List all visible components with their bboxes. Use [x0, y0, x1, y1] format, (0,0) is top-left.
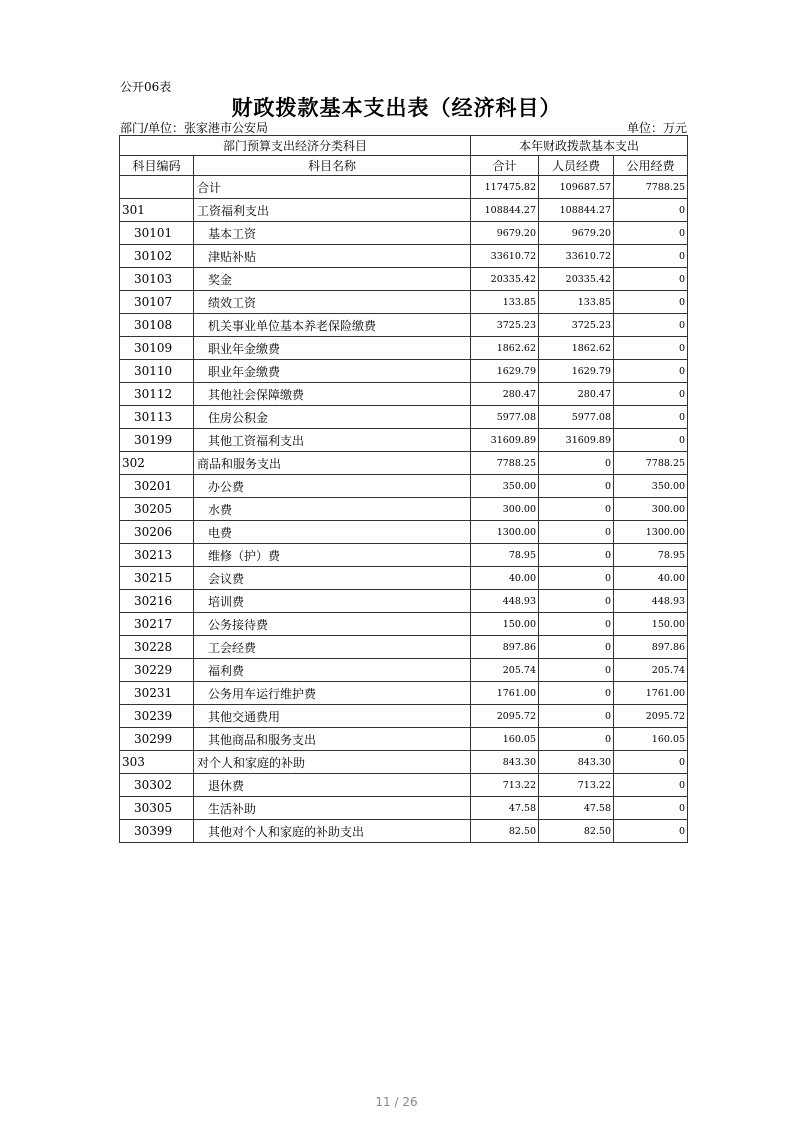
row-code-cell: 30109 — [120, 337, 194, 360]
row-name-cell: 职业年金缴费 — [194, 337, 471, 360]
row-personnel-cell: 1862.62 — [539, 337, 614, 360]
row-public-cell: 2095.72 — [614, 705, 688, 728]
row-name-cell: 津贴补贴 — [194, 245, 471, 268]
group-header-classification: 部门预算支出经济分类科目 — [120, 136, 471, 156]
row-personnel-cell: 0 — [539, 475, 614, 498]
table-row — [120, 291, 688, 314]
row-personnel-cell: 0 — [539, 636, 614, 659]
row-code-cell: 30299 — [120, 728, 194, 751]
row-name-cell: 其他商品和服务支出 — [194, 728, 471, 751]
table-row — [120, 222, 688, 245]
row-total-cell: 713.22 — [471, 774, 539, 797]
table-row — [120, 314, 688, 337]
table-row — [120, 728, 688, 751]
table-row — [120, 245, 688, 268]
column-header-code: 科目编码 — [120, 156, 194, 176]
row-code-cell: 301 — [120, 199, 194, 222]
table-row — [120, 820, 688, 843]
expenditure-table — [119, 135, 688, 843]
table-row — [120, 176, 688, 199]
row-public-cell: 1300.00 — [614, 521, 688, 544]
row-total-cell: 1300.00 — [471, 521, 539, 544]
row-total-cell: 9679.20 — [471, 222, 539, 245]
table-row — [120, 337, 688, 360]
row-name-cell: 合计 — [194, 176, 471, 199]
row-code-cell: 30108 — [120, 314, 194, 337]
row-personnel-cell: 33610.72 — [539, 245, 614, 268]
page-indicator: 11 / 26 — [375, 1095, 418, 1109]
row-code-cell: 30205 — [120, 498, 194, 521]
row-personnel-cell: 0 — [539, 613, 614, 636]
table-row — [120, 406, 688, 429]
row-name-cell: 工会经费 — [194, 636, 471, 659]
row-personnel-cell: 1629.79 — [539, 360, 614, 383]
row-code-cell: 30216 — [120, 590, 194, 613]
row-code-cell: 30302 — [120, 774, 194, 797]
row-personnel-cell: 5977.08 — [539, 406, 614, 429]
row-name-cell: 会议费 — [194, 567, 471, 590]
row-total-cell: 47.58 — [471, 797, 539, 820]
row-public-cell: 0 — [614, 360, 688, 383]
row-personnel-cell: 713.22 — [539, 774, 614, 797]
row-total-cell: 1862.62 — [471, 337, 539, 360]
row-personnel-cell: 9679.20 — [539, 222, 614, 245]
row-public-cell: 897.86 — [614, 636, 688, 659]
column-header-public: 公用经费 — [614, 156, 688, 176]
table-column-header-row — [120, 156, 688, 176]
row-total-cell: 300.00 — [471, 498, 539, 521]
table-row — [120, 452, 688, 475]
row-name-cell: 绩效工资 — [194, 291, 471, 314]
row-total-cell: 897.86 — [471, 636, 539, 659]
row-code-cell: 30112 — [120, 383, 194, 406]
table-row — [120, 705, 688, 728]
table-row — [120, 429, 688, 452]
table-group-header-row — [120, 136, 688, 156]
row-code-cell: 30107 — [120, 291, 194, 314]
row-personnel-cell: 843.30 — [539, 751, 614, 774]
row-personnel-cell: 0 — [539, 682, 614, 705]
row-total-cell: 20335.42 — [471, 268, 539, 291]
row-name-cell: 住房公积金 — [194, 406, 471, 429]
row-code-cell: 30239 — [120, 705, 194, 728]
row-public-cell: 0 — [614, 337, 688, 360]
row-personnel-cell: 0 — [539, 590, 614, 613]
row-personnel-cell: 133.85 — [539, 291, 614, 314]
row-public-cell: 7788.25 — [614, 176, 688, 199]
row-total-cell: 40.00 — [471, 567, 539, 590]
row-code-cell: 30228 — [120, 636, 194, 659]
row-name-cell: 公务接待费 — [194, 613, 471, 636]
row-name-cell: 维修（护）费 — [194, 544, 471, 567]
row-name-cell: 奖金 — [194, 268, 471, 291]
row-personnel-cell: 0 — [539, 659, 614, 682]
row-personnel-cell: 0 — [539, 705, 614, 728]
row-public-cell: 7788.25 — [614, 452, 688, 475]
table-body — [120, 176, 688, 843]
table-row — [120, 774, 688, 797]
row-code-cell: 30305 — [120, 797, 194, 820]
row-total-cell: 448.93 — [471, 590, 539, 613]
row-public-cell: 0 — [614, 751, 688, 774]
row-name-cell: 工资福利支出 — [194, 199, 471, 222]
row-personnel-cell: 0 — [539, 567, 614, 590]
unit-label: 单位：万元 — [626, 121, 687, 135]
row-total-cell: 3725.23 — [471, 314, 539, 337]
row-code-cell: 30229 — [120, 659, 194, 682]
row-public-cell: 0 — [614, 797, 688, 820]
table-row — [120, 751, 688, 774]
row-code-cell: 30399 — [120, 820, 194, 843]
row-personnel-cell: 109687.57 — [539, 176, 614, 199]
row-total-cell: 108844.27 — [471, 199, 539, 222]
row-public-cell: 205.74 — [614, 659, 688, 682]
row-total-cell: 5977.08 — [471, 406, 539, 429]
row-total-cell: 205.74 — [471, 659, 539, 682]
row-code-cell: 30103 — [120, 268, 194, 291]
row-name-cell: 其他工资福利支出 — [194, 429, 471, 452]
table-row — [120, 521, 688, 544]
table-row — [120, 475, 688, 498]
row-personnel-cell: 47.58 — [539, 797, 614, 820]
row-code-cell: 30217 — [120, 613, 194, 636]
row-personnel-cell: 0 — [539, 521, 614, 544]
column-header-name: 科目名称 — [194, 156, 471, 176]
row-public-cell: 1761.00 — [614, 682, 688, 705]
row-name-cell: 其他对个人和家庭的补助支出 — [194, 820, 471, 843]
department-label: 部门/单位：张家港市公安局 — [120, 121, 269, 135]
table-row — [120, 199, 688, 222]
row-public-cell: 0 — [614, 314, 688, 337]
row-total-cell: 1761.00 — [471, 682, 539, 705]
row-total-cell: 150.00 — [471, 613, 539, 636]
row-code-cell: 30102 — [120, 245, 194, 268]
row-code-cell: 30213 — [120, 544, 194, 567]
row-name-cell: 商品和服务支出 — [194, 452, 471, 475]
table-row — [120, 383, 688, 406]
row-personnel-cell: 0 — [539, 544, 614, 567]
row-total-cell: 31609.89 — [471, 429, 539, 452]
row-personnel-cell: 0 — [539, 728, 614, 751]
row-total-cell: 1629.79 — [471, 360, 539, 383]
row-personnel-cell: 82.50 — [539, 820, 614, 843]
row-code-cell: 30201 — [120, 475, 194, 498]
row-personnel-cell: 280.47 — [539, 383, 614, 406]
row-code-cell: 30110 — [120, 360, 194, 383]
table-row — [120, 590, 688, 613]
row-personnel-cell: 0 — [539, 498, 614, 521]
row-public-cell: 0 — [614, 406, 688, 429]
row-name-cell: 对个人和家庭的补助 — [194, 751, 471, 774]
row-total-cell: 843.30 — [471, 751, 539, 774]
row-public-cell: 0 — [614, 383, 688, 406]
row-code-cell: 30215 — [120, 567, 194, 590]
row-name-cell: 职业年金缴费 — [194, 360, 471, 383]
table-row — [120, 659, 688, 682]
table-row — [120, 682, 688, 705]
table-row — [120, 498, 688, 521]
row-total-cell: 280.47 — [471, 383, 539, 406]
row-total-cell: 133.85 — [471, 291, 539, 314]
row-total-cell: 78.95 — [471, 544, 539, 567]
row-public-cell: 0 — [614, 820, 688, 843]
row-name-cell: 退休费 — [194, 774, 471, 797]
row-total-cell: 2095.72 — [471, 705, 539, 728]
row-public-cell: 0 — [614, 291, 688, 314]
row-name-cell: 福利费 — [194, 659, 471, 682]
row-name-cell: 基本工资 — [194, 222, 471, 245]
row-total-cell: 7788.25 — [471, 452, 539, 475]
table-row — [120, 544, 688, 567]
row-public-cell: 0 — [614, 199, 688, 222]
column-header-personnel: 人员经费 — [539, 156, 614, 176]
row-code-cell: 30231 — [120, 682, 194, 705]
row-code-cell: 303 — [120, 751, 194, 774]
row-personnel-cell: 3725.23 — [539, 314, 614, 337]
row-name-cell: 机关事业单位基本养老保险缴费 — [194, 314, 471, 337]
row-name-cell: 其他社会保障缴费 — [194, 383, 471, 406]
page-title: 财政拨款基本支出表（经济科目） — [231, 95, 562, 120]
row-total-cell: 117475.82 — [471, 176, 539, 199]
row-name-cell: 水费 — [194, 498, 471, 521]
row-code-cell: 30199 — [120, 429, 194, 452]
row-personnel-cell: 108844.27 — [539, 199, 614, 222]
table-row — [120, 613, 688, 636]
table-row — [120, 268, 688, 291]
row-name-cell: 生活补助 — [194, 797, 471, 820]
row-total-cell: 350.00 — [471, 475, 539, 498]
row-total-cell: 82.50 — [471, 820, 539, 843]
column-header-total: 合计 — [471, 156, 539, 176]
row-personnel-cell: 31609.89 — [539, 429, 614, 452]
row-public-cell: 0 — [614, 774, 688, 797]
row-name-cell: 电费 — [194, 521, 471, 544]
group-header-basic-expenditure: 本年财政拨款基本支出 — [471, 136, 688, 156]
row-public-cell: 150.00 — [614, 613, 688, 636]
row-public-cell: 160.05 — [614, 728, 688, 751]
row-public-cell: 40.00 — [614, 567, 688, 590]
row-name-cell: 培训费 — [194, 590, 471, 613]
row-public-cell: 0 — [614, 245, 688, 268]
row-public-cell: 350.00 — [614, 475, 688, 498]
row-public-cell: 448.93 — [614, 590, 688, 613]
row-code-cell: 302 — [120, 452, 194, 475]
table-row — [120, 567, 688, 590]
row-code-cell — [120, 176, 194, 199]
document-code: 公开06表 — [120, 80, 172, 94]
row-public-cell: 0 — [614, 429, 688, 452]
row-name-cell: 公务用车运行维护费 — [194, 682, 471, 705]
row-total-cell: 33610.72 — [471, 245, 539, 268]
row-personnel-cell: 20335.42 — [539, 268, 614, 291]
row-public-cell: 78.95 — [614, 544, 688, 567]
row-public-cell: 0 — [614, 268, 688, 291]
row-name-cell: 办公费 — [194, 475, 471, 498]
row-public-cell: 0 — [614, 222, 688, 245]
row-name-cell: 其他交通费用 — [194, 705, 471, 728]
table-row — [120, 797, 688, 820]
table-row — [120, 360, 688, 383]
row-code-cell: 30113 — [120, 406, 194, 429]
table-row — [120, 636, 688, 659]
row-code-cell: 30206 — [120, 521, 194, 544]
row-public-cell: 300.00 — [614, 498, 688, 521]
row-total-cell: 160.05 — [471, 728, 539, 751]
row-personnel-cell: 0 — [539, 452, 614, 475]
row-code-cell: 30101 — [120, 222, 194, 245]
